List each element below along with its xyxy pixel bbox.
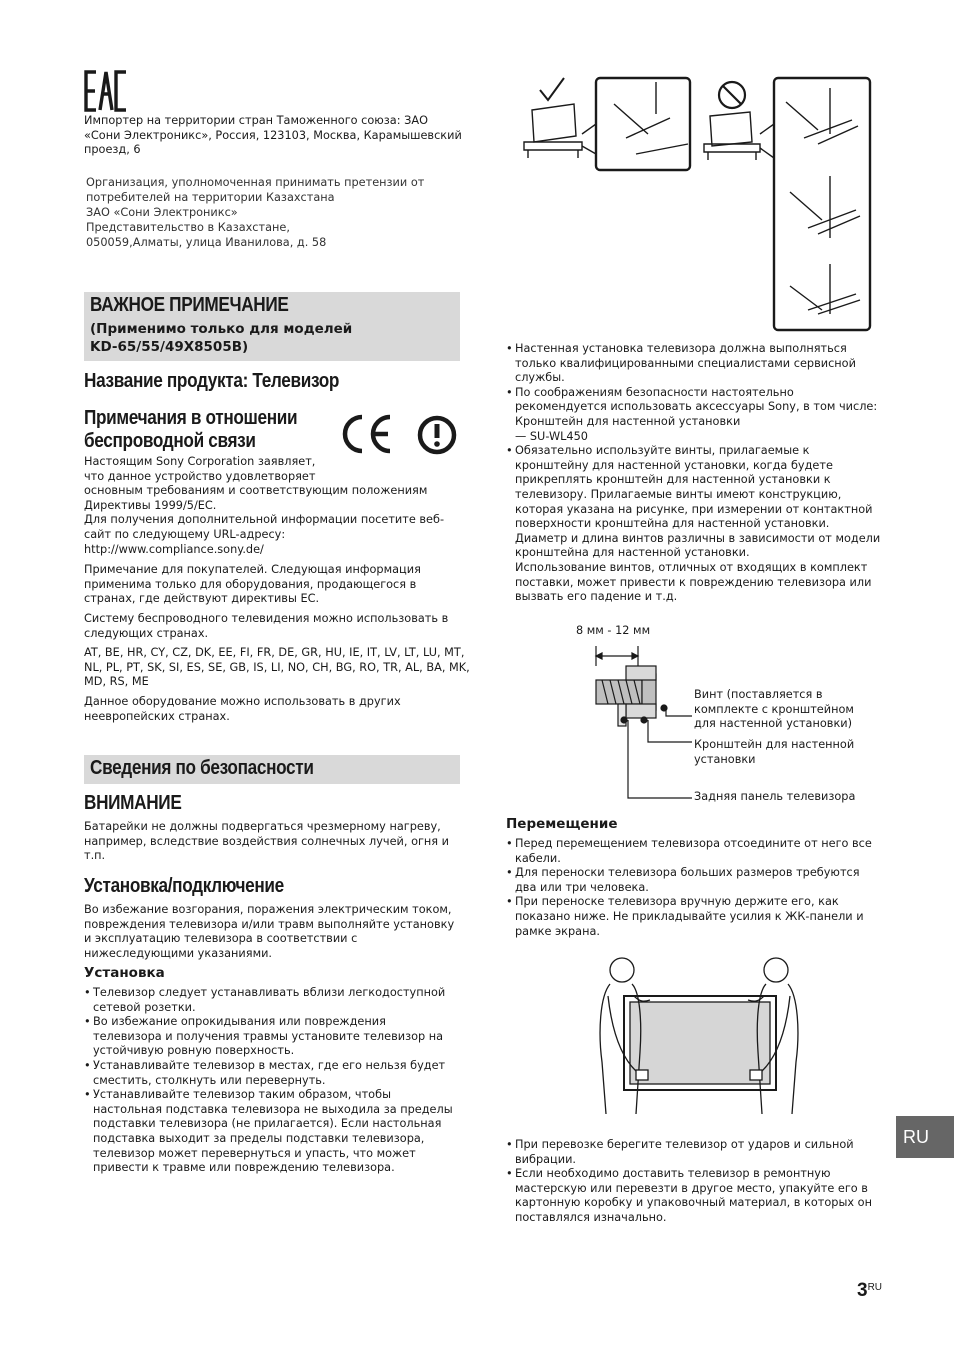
alert-mark-icon [416, 414, 458, 456]
list-item: • Настенная установка телевизора должна выполняться только квалифицированными специалистами сервисной службы. [506, 342, 906, 386]
install-bullets [84, 986, 464, 1176]
list-item: • Обязательно используйте винты, прилагаемые к кронштейну для настенной установки, когда будете прикреплять кронштейн для настенной установки к телевизору. Прилагаемые винты имеют конструкцию, которая указана на рисунке, при измерении от контактной поверхности кронштейна для настенной установки. Диаметр и длина винтов различны в зависимости от модели кронштейна для настенной установки. Использование винтов, отличных от входящих в комплект поставки, может привести к повреждению телевизора или вызвать его падение и т.д. [506, 444, 906, 605]
transport-bullets [506, 1138, 906, 1226]
language-tab [896, 1116, 954, 1158]
rear-panel-label: Задняя панель телевизора [694, 790, 856, 803]
install-intro: Во избежание возгорания, поражения электрическим током, повреждения телевизора и/или травм выполняйте установку и эксплуатацию телевизора в соответствии с нижеследующими указаниями. [84, 903, 455, 960]
wireless-countries-intro: Систему беспроводного телевидения можно использовать в следующих странах. [84, 612, 449, 640]
safety-info-title: Сведения по безопасности [90, 757, 314, 779]
list-item: • Во избежание опрокидывания или повреждения телевизора и получения травмы установите телевизор на устойчивую ровную поверхность. [84, 1015, 464, 1059]
carrying-tv-illustration [596, 952, 802, 1118]
install-subheading: Установка [84, 965, 165, 981]
bracket-label: Кронштейн для настенной установки [694, 738, 855, 766]
list-item: • Для переноски телевизора больших размеров требуются два или три человека. [506, 866, 906, 895]
stand-placement-illustration [518, 74, 904, 334]
caution-heading: ВНИМАНИЕ [84, 792, 182, 814]
language-tab-label: RU [903, 1127, 929, 1147]
screw-diagram [588, 640, 698, 804]
wireless-customer-note: Примечание для покупателей. Следующая информация применима только для оборудования, продающегося в странах, где действуют директивы ЕС. [84, 563, 421, 606]
moving-heading: Перемещение [506, 816, 618, 832]
wireless-non-eu-note: Данное оборудование можно использовать в других неевропейских странах. [84, 695, 401, 723]
list-item: • При переноске телевизора вручную держите его, как показано ниже. Не прикладывайте усилия к ЖК-панели и рамке экрана. [506, 895, 906, 939]
kazakhstan-info: Организация, уполномоченная принимать претензии от потребителей на территории Казахстана ЗАО «Сони Электроникс» Представительство в Казахстане, 050059,Алматы, улица Иванилова, д. 58 [86, 176, 425, 249]
page-number [857, 1280, 882, 1302]
list-item: • Устанавливайте телевизор таким образом, чтобы настольная подставка телевизора не выходила за пределы подставки телевизора (не прилагается). Если настольная подставка выходит за пределы подставки телевизора, телевизор может перевернуться и упасть, что может привести к травме или повреждению телевизора. [84, 1088, 464, 1176]
page-number-value: 3 [857, 1280, 868, 1301]
install-heading: Установка/подключение [84, 875, 284, 897]
screw-label: Винт (поставляется в комплекте с кронштейном для настенной установки) [694, 688, 854, 731]
page-number-suffix: RU [867, 1282, 883, 1293]
caution-text: Батарейки не должны подвергаться чрезмерному нагреву, например, вследствие воздействия солнечных лучей, огня и т.п. [84, 820, 450, 863]
list-item: • Перед перемещением телевизора отсоедините от него все кабели. [506, 837, 906, 866]
important-note-title: ВАЖНОЕ ПРИМЕЧАНИЕ [90, 294, 289, 316]
important-note-subtitle: (Применимо только для моделей KD-65/55/49X8505B) [90, 321, 353, 355]
list-item: • Устанавливайте телевизор в местах, где его нельзя будет сместить, столкнуть или перевернуть. [84, 1059, 464, 1088]
ce-mark-icon [338, 413, 398, 455]
product-name-heading: Название продукта: Телевизор [84, 370, 340, 392]
screw-dimension-label: 8 мм - 12 мм [576, 624, 651, 637]
list-item: • При перевозке берегите телевизор от ударов и сильной вибрации. [506, 1138, 906, 1167]
list-item: • Если необходимо доставить телевизор в ремонтную мастерскую или перевезти в другое место, упакуйте его в картонную коробку и упаковочный материал, в которых он поставлялся изначально. [506, 1167, 906, 1225]
list-item: • Телевизор следует устанавливать вблизи легкодоступной сетевой розетки. [84, 986, 464, 1015]
list-item: • По соображениям безопасности настоятельно рекомендуется использовать аксессуары Sony, в том числе: Кронштейн для настенной установки — SU-WL450 [506, 386, 906, 444]
wall-mount-bullets [506, 342, 906, 605]
wireless-declaration: Настоящим Sony Corporation заявляет, что данное устройство удовлетворяет основным требованиям и соответствующим положениям Директивы 1999/5/EC. Для получения дополнительной информации посетите веб- сайт по следующему URL-адресу: http://www.compliance.sony.de/ [84, 455, 445, 556]
wireless-country-list: AT, BE, HR, CY, CZ, DK, EE, FI, FR, DE, GR, HU, IE, IT, LV, LT, LU, MT, NL, PL, PT, SK, SI, ES, SE, GB, IS, LI, NO, CH, BG, RO, TR, AL, BA, MK, MD, RS, ME [84, 646, 470, 689]
important-note-box [84, 292, 460, 361]
wireless-heading: Примечания в отношении беспроводной связи [84, 407, 298, 452]
importer-info: Импортер на территории стран Таможенного союза: ЗАО «Сони Электроникс», Россия, 123103, Москва, Карамышевский проезд, 6 [84, 114, 462, 157]
safety-info-bar [84, 755, 460, 784]
moving-bullets [506, 837, 906, 939]
eac-logo [84, 70, 128, 112]
